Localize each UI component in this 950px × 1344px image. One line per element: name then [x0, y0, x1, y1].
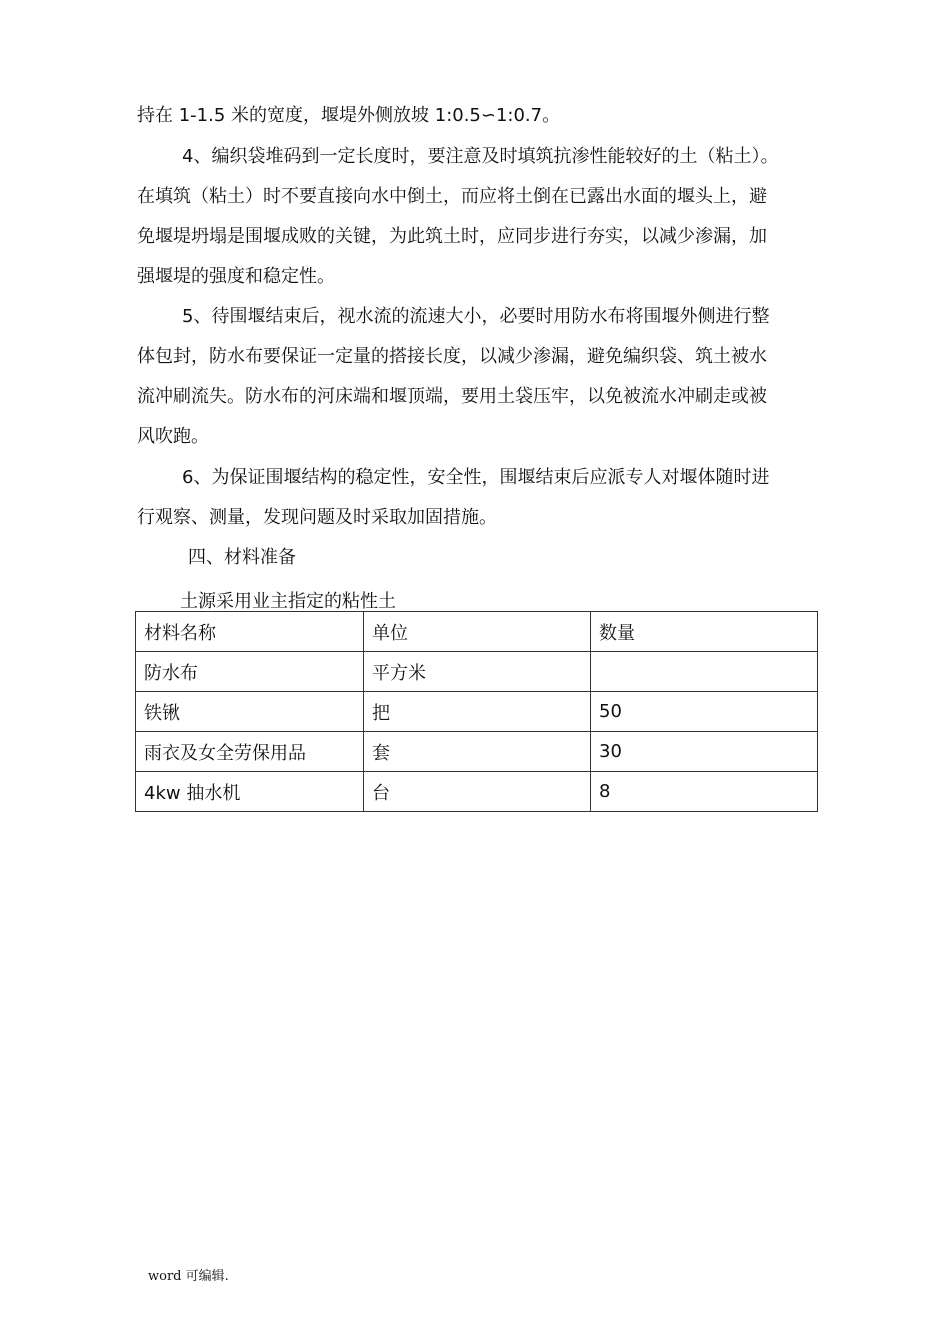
- table-row: [136, 692, 818, 732]
- header-cell-quantity: 数量: [591, 612, 818, 652]
- page-footer: word 可编辑.: [148, 1269, 229, 1284]
- table-cell: 套: [364, 732, 591, 772]
- table-row: [136, 772, 818, 812]
- table-row: [136, 652, 818, 692]
- paragraph-line: 风吹跑。: [137, 426, 209, 447]
- header-cell-name: 材料名称: [136, 612, 364, 652]
- paragraph-line: 行观察、测量，发现问题及时采取加固措施。: [137, 507, 497, 528]
- table-row: [136, 732, 818, 772]
- paragraph-line: 体包封，防水布要保证一定量的搭接长度，以减少渗漏，避免编织袋、筑土被水: [137, 346, 767, 367]
- materials-table: [135, 611, 818, 812]
- paragraph-line: 流冲刷流失。防水布的河床端和堰顶端，要用土袋压牢，以免被流水冲刷走或被: [137, 386, 767, 407]
- header-cell-unit: 单位: [364, 612, 591, 652]
- table-cell: 8: [591, 772, 818, 812]
- table-cell: 雨衣及女全劳保用品: [136, 732, 364, 772]
- table-cell: 4kw 抽水机: [136, 772, 364, 812]
- paragraph-line: 免堰堤坍塌是围堰成败的关键，为此筑土时，应同步进行夯实，以减少渗漏，加: [137, 226, 767, 247]
- paragraph-line: 5、待围堰结束后，视水流的流速大小，必要时用防水布将围堰外侧进行整: [182, 306, 770, 327]
- table-cell: [591, 652, 818, 692]
- table-cell: 防水布: [136, 652, 364, 692]
- table-cell: 铁锹: [136, 692, 364, 732]
- table-cell: 50: [591, 692, 818, 732]
- table-cell: 30: [591, 732, 818, 772]
- section-heading: 四、材料准备: [188, 547, 296, 568]
- table-cell: 把: [364, 692, 591, 732]
- paragraph-line: 6、为保证围堰结构的稳定性，安全性，围堰结束后应派专人对堰体随时进: [182, 467, 770, 488]
- paragraph-line: 4、编织袋堆码到一定长度时，要注意及时填筑抗渗性能较好的土（粘土）。: [182, 146, 779, 167]
- table-caption: 土源采用业主指定的粘性土: [180, 591, 396, 612]
- table-cell: 平方米: [364, 652, 591, 692]
- paragraph-line: 持在 1-1.5 米的宽度，堰堤外侧放坡 1:0.5∽1:0.7。: [137, 105, 561, 126]
- paragraph-line: 在填筑（粘土）时不要直接向水中倒土，而应将土倒在已露出水面的堰头上，避: [137, 186, 767, 207]
- table-cell: 台: [364, 772, 591, 812]
- table-header-row: [136, 612, 818, 652]
- paragraph-line: 强堰堤的强度和稳定性。: [137, 266, 335, 287]
